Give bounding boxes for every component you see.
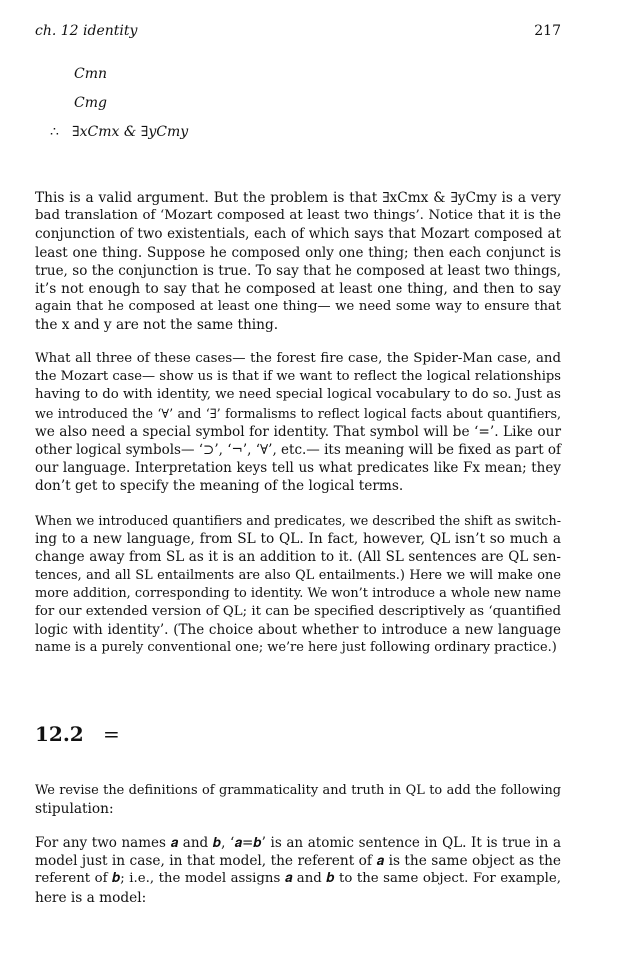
paragraph-line: least one thing. Suppose he composed only one thing; then each conjunct is: [35, 244, 561, 261]
paragraph-line: This is a valid argument. But the problem is that ∃xCmx & ∃yCmy is a very: [35, 190, 561, 206]
paragraph-line: We revise the definitions of grammaticality and truth in QL to add the following: [35, 783, 561, 798]
paragraph-line: What all three of these cases— the forest fire case, the Spider-Man case, and: [35, 351, 561, 366]
section-heading: [35, 722, 120, 746]
paragraph-line: model just in case, in that model, the referent of 𝒂 is the same object as the: [35, 853, 561, 870]
paragraph-line: logic with identity’. (The choice about whether to introduce a new language: [35, 622, 561, 639]
paragraph-line: bad translation of ‘Mozart composed at least two things’. Notice that it is the: [35, 208, 561, 224]
therefore-symbol: ∴: [50, 124, 59, 140]
paragraph-line: When we introduced quantifiers and predicates, we described the shift as switch-: [35, 513, 561, 528]
paragraph-line: For any two names 𝒂 and 𝒃, ‘𝒂=𝒃’ is an atomic sentence in QL. It is true in a: [35, 835, 561, 851]
chapter-title: ch. 12 identity: [35, 23, 138, 39]
premise-2: Cmg: [74, 95, 107, 111]
paragraph-line: true, so the conjunction is true. To say that he composed at least two things,: [35, 262, 561, 279]
paragraph-line: the Mozart case— show us is that if we want to reflect the logical relationships: [35, 369, 561, 385]
paragraph-line: our language. Interpretation keys tell us what predicates like Fx mean; they: [35, 460, 561, 477]
paragraph-line: change away from SL as it is an addition to it. (All SL sentences are QL sen-: [35, 549, 561, 566]
argument-conclusion: [50, 123, 188, 141]
paragraph-line: having to do with identity, we need special logical vocabulary to do so. Just as: [35, 387, 561, 403]
section-title: =: [103, 722, 120, 746]
paragraph-line: for our extended version of QL; it can be specified descriptively as ‘quantified: [35, 603, 561, 619]
premise-1: Cmn: [74, 66, 108, 82]
paragraph-5: [35, 834, 561, 907]
paragraph-line: conjunction of two existentials, each of which says that Mozart composed at: [35, 226, 561, 243]
running-head: [35, 23, 561, 43]
paragraph-3: [35, 512, 561, 658]
paragraph-line: we introduced the ‘∀’ and ‘∃’ formalisms to reflect logical facts about quantifiers,: [35, 405, 561, 421]
paragraph-line: ing to a new language, from SL to QL. In fact, however, QL isn’t so much a: [35, 531, 561, 548]
section-number: 12.2: [35, 722, 84, 746]
paragraph-line: more addition, corresponding to identity. We won’t introduce a whole new name: [35, 585, 561, 601]
paragraph-4: [35, 782, 561, 818]
page-number: 217: [534, 23, 561, 39]
paragraph-line: name is a purely conventional one; we’re here just following ordinary practice.): [35, 640, 557, 656]
paragraph-line: referent of 𝒃; i.e., the model assigns 𝒂 and 𝒃 to the same object. For example,: [35, 871, 561, 887]
paragraph-line: other logical symbols— ‘⊃’, ‘¬’, ‘∀’, etc.— its meaning will be fixed as part of: [35, 441, 562, 458]
conclusion-formula: ∃xCmx & ∃yCmy: [72, 124, 189, 140]
paragraph-line: don’t get to specify the meaning of the logical terms.: [35, 478, 404, 495]
paragraph-line: tences, and all SL entailments are also QL entailments.) Here we will make one: [35, 567, 561, 583]
paragraph-line: here is a model:: [35, 889, 147, 906]
paragraph-line: again that he composed at least one thing— we need some way to ensure that: [35, 299, 561, 315]
paragraph-line: we also need a special symbol for identity. That symbol will be ‘=’. Like our: [35, 423, 561, 440]
paragraph-line: it’s not enough to say that he composed at least one thing, and then to say: [35, 280, 561, 297]
paragraph-line: the x and y are not the same thing.: [35, 317, 279, 334]
paragraph-2: [35, 350, 561, 496]
paragraph-1: [35, 189, 561, 335]
paragraph-line: stipulation:: [35, 801, 114, 818]
